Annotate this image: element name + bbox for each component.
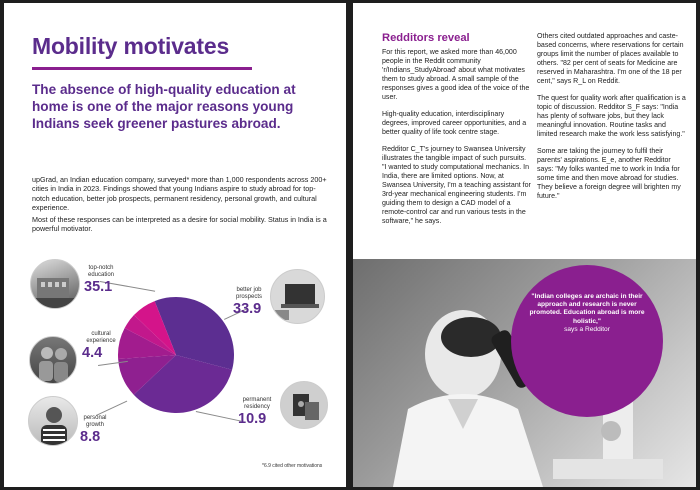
stat-label-jobs: better job prospects: [235, 287, 262, 300]
laptop-photo: [270, 269, 325, 324]
page-heading: Mobility motivates: [32, 33, 230, 59]
motivation-pie-chart: [116, 293, 236, 418]
quote-callout: [511, 265, 663, 417]
col1-paragraph-1: For this report, we asked more than 46,000 people in the Reddit community 'r/Indians_StudyAbroad' about what motivates them to study abroad. A small sample of the responses gives a good idea of the voice of the user.: [382, 49, 530, 101]
col1-paragraph-3: Redditor C_T's journey to Swansea University illustrates the tangible impact of such pursuits. "I wanted to study computational mechanics. In India, there are limited options. Now, at Swansea University, I'm a teaching assistant for 3rd-year mechanical engineering students. I'm guiding them to design a CAD model of a remote-control car and run various tests in the software," he says.: [382, 146, 531, 225]
stat-value-growth: 8.8: [80, 429, 101, 445]
text-column-1: [382, 48, 532, 234]
intro-paragraph: upGrad, an Indian education company, surveyed* more than 1,000 respondents across 200+ cities in India in 2023. Findings showed that young Indians aspire to study abroad for top-notch education, better job prospects, permanent residency, personal growth, and cultural experience.: [32, 175, 327, 213]
col2-paragraph-3: Some are taking the journey to fulfil their parents' aspirations. E_e, another Redditor says: "My folks wanted me to work in India for some time and then move abroad for studies. They believe a foreign degree will brighten my future.": [537, 148, 681, 200]
text-column-2: [537, 32, 687, 209]
stat-value-education: 35.1: [84, 279, 113, 295]
stat-label-residency: permanent residency: [242, 397, 272, 410]
col2-paragraph-1: Others cited outdated approaches and caste-based concerns, where reservations for certain groups limit the number of places available to others. "82 per cent of seats for Medicine are reserved in Maharashtra. I'm one of the 18 per cent," says R_L on Reddit.: [537, 33, 684, 85]
col1-paragraph-2: High-quality education, interdisciplinary degrees, improved career opportunities, and a better quality of life took centre stage.: [382, 111, 527, 136]
col2-paragraph-2: The quest for quality work after qualification is a topic of discussion. Redditor S_F says: "India has plenty of software jobs, but they lack meaningful innovation. Routine tasks and limited research make the work less satisfying.": [537, 95, 686, 138]
right-page: [353, 3, 696, 487]
stat-label-cultural: cultural experience: [86, 331, 116, 344]
left-page: [4, 3, 346, 487]
stat-label-growth: personal growth: [83, 415, 107, 428]
stat-value-jobs: 33.9: [233, 301, 262, 317]
chart-footnote: *6.9 cited other motivations: [262, 463, 323, 469]
section-title: Redditors reveal: [382, 32, 470, 44]
page-subheading: The absence of high-quality education at home is one of the major reasons young Indians seek greener pastures abroad.: [32, 82, 296, 131]
passport-photo: [280, 381, 328, 429]
stat-value-residency: 10.9: [238, 411, 267, 427]
stat-label-education: top-notch education: [87, 265, 115, 278]
heading-underline: [32, 67, 252, 70]
quote-attribution: says a Redditor: [564, 325, 610, 333]
note-paragraph: Most of these responses can be interpreted as a desire for social mobility. Status in India is a powerful motivator.: [32, 215, 327, 234]
campus-building-photo: [30, 259, 80, 309]
quote-text: "Indian colleges are archaic in their approach and research is never promoted. Education abroad is more holistic," says a Redditor: [529, 293, 645, 333]
friends-photo: [29, 336, 77, 384]
stat-value-cultural: 4.4: [82, 345, 103, 361]
